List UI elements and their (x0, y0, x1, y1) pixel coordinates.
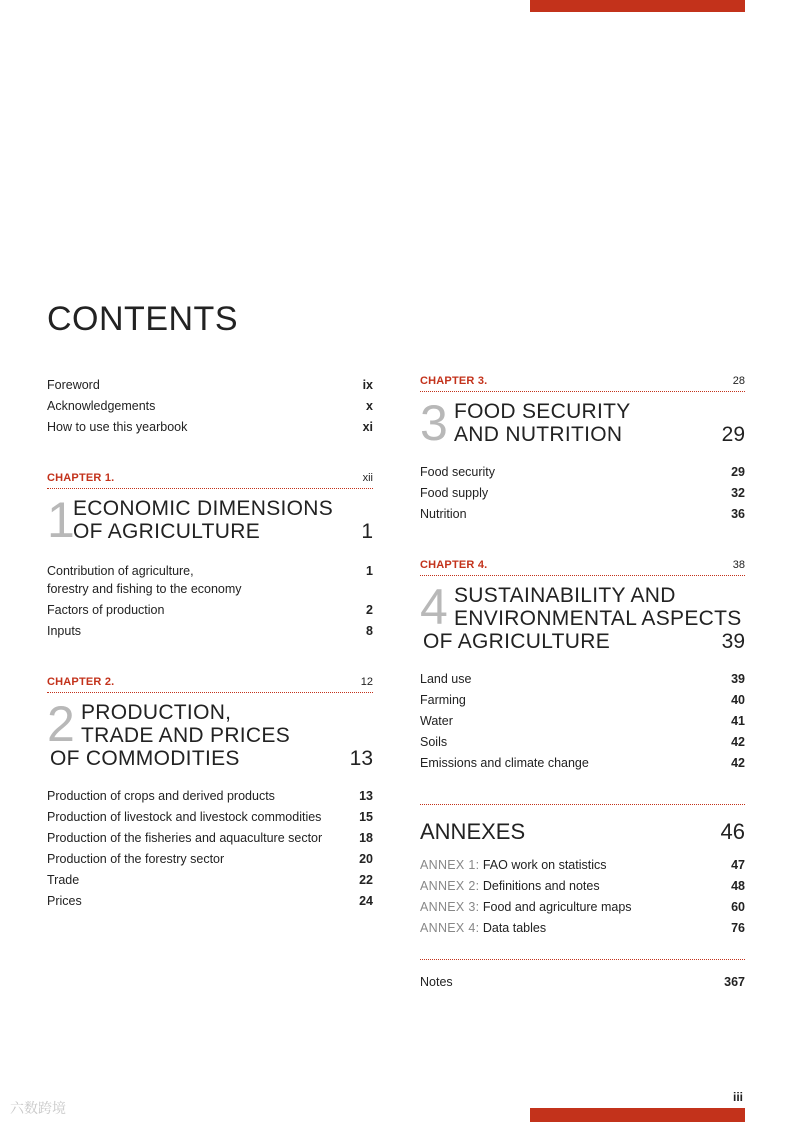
chapter-2-title[interactable] (47, 696, 373, 770)
annexes-title[interactable] (420, 819, 745, 845)
chapter-label: CHAPTER 4. (420, 559, 488, 571)
chapter-title-line: OF AGRICULTURE (73, 520, 260, 543)
entry-label: Inputs (47, 624, 82, 638)
entry-label: Water (420, 714, 453, 728)
toc-entry[interactable] (420, 462, 745, 483)
entry-label: Soils (420, 735, 448, 749)
chapter-4-title[interactable] (420, 579, 745, 653)
chapter-title-line: ENVIRONMENTAL ASPECTS (454, 607, 742, 630)
chapter-title-line: OF AGRICULTURE (423, 630, 610, 653)
entry-label: Factors of production (47, 603, 165, 617)
entry-label: Land use (420, 672, 472, 686)
entry-page: 367 (724, 975, 745, 989)
chapter-2-header[interactable] (47, 676, 373, 693)
entry-page: 42 (731, 735, 745, 749)
chapter-label-page: 12 (360, 676, 373, 688)
entry-label: Nutrition (420, 507, 467, 521)
chapter-label-page: 28 (732, 375, 745, 387)
entry-label: How to use this yearbook (47, 420, 188, 434)
toc-entry[interactable] (420, 504, 745, 525)
chapter-title-line: FOOD SECURITY (454, 400, 631, 423)
entry-page: 41 (731, 714, 745, 728)
entry-label: Farming (420, 693, 466, 707)
entry-page: x (366, 399, 373, 413)
annex-divider (420, 804, 745, 805)
toc-entry[interactable] (420, 753, 745, 774)
entry-page: 15 (359, 810, 373, 824)
chapter-label: CHAPTER 1. (47, 472, 115, 484)
page-title: CONTENTS (47, 300, 238, 338)
chapter-number: 2 (47, 696, 75, 752)
chapter-number: 1 (47, 492, 75, 548)
annexes-page: 46 (720, 819, 745, 844)
chapter-1-header[interactable] (47, 472, 373, 489)
annexes-section (420, 819, 745, 939)
chapter-page: 13 (349, 747, 373, 770)
entry-label: Foreword (47, 378, 100, 392)
toc-entry[interactable] (420, 669, 745, 690)
toc-entry[interactable] (420, 711, 745, 732)
toc-entry[interactable] (420, 876, 745, 897)
chapter-1-title[interactable] (47, 492, 373, 548)
front-matter-list (47, 375, 373, 438)
entry-label: Production of livestock and livestock commodities (47, 810, 322, 824)
top-accent-bar (530, 0, 745, 12)
entry-label: Trade (47, 873, 80, 887)
entry-page: 42 (731, 756, 745, 770)
entry-page: ix (362, 378, 373, 392)
chapter-label: CHAPTER 3. (420, 375, 488, 387)
entry-page: 8 (366, 624, 373, 638)
toc-entry[interactable] (420, 897, 745, 918)
chapter-1-section (47, 472, 373, 642)
toc-entry[interactable] (47, 396, 373, 417)
entry-label: Contribution of agriculture, forestry and fishing to the economy (47, 564, 242, 596)
entry-page: 20 (359, 852, 373, 866)
chapter-4-section (420, 559, 745, 774)
entry-label: Data tables (482, 921, 547, 935)
entry-page: xi (362, 420, 373, 434)
entry-page: 76 (731, 921, 745, 935)
chapter-3-title[interactable] (420, 395, 745, 451)
chapter-3-section (420, 375, 745, 525)
entry-page: 47 (731, 858, 745, 872)
toc-entry[interactable] (47, 891, 373, 912)
entry-page: 24 (359, 894, 373, 908)
entry-label: Emissions and climate change (420, 756, 589, 770)
chapter-title-line: TRADE AND PRICES (81, 724, 291, 747)
entry-page: 36 (731, 507, 745, 521)
annex-prefix: ANNEX 3: (420, 900, 480, 914)
contents-left-column (47, 375, 373, 912)
annex-prefix: ANNEX 2: (420, 879, 480, 893)
entry-page: 22 (359, 873, 373, 887)
entry-page: 32 (731, 486, 745, 500)
toc-entry[interactable] (47, 828, 373, 849)
chapter-title-line: AND NUTRITION (454, 423, 623, 446)
entry-label: Prices (47, 894, 82, 908)
chapter-2-section (47, 676, 373, 912)
entry-label: Definitions and notes (482, 879, 600, 893)
toc-entry[interactable] (420, 690, 745, 711)
entry-label: Production of the fisheries and aquaculture sector (47, 831, 323, 845)
entry-page: 2 (366, 603, 373, 617)
entry-label: Production of the forestry sector (47, 852, 225, 866)
toc-entry[interactable] (420, 483, 745, 504)
toc-entry[interactable] (47, 786, 373, 807)
toc-entry[interactable] (420, 918, 745, 939)
entry-label: Acknowledgements (47, 399, 156, 413)
chapter-number: 4 (420, 579, 448, 635)
chapter-label: CHAPTER 2. (47, 676, 115, 688)
toc-entry[interactable] (47, 870, 373, 891)
contents-right-column (420, 375, 745, 993)
watermark: 六数跨境 (10, 1100, 66, 1116)
chapter-title-line: SUSTAINABILITY AND (454, 584, 676, 607)
toc-entry[interactable] (47, 559, 373, 600)
chapter-title-line: ECONOMIC DIMENSIONS (73, 497, 334, 520)
page-number: iii (733, 1090, 744, 1104)
entry-label: Notes (420, 975, 453, 989)
entry-label: Food security (420, 465, 496, 479)
entry-page: 18 (359, 831, 373, 845)
chapter-page: 1 (361, 520, 373, 543)
toc-entry[interactable] (47, 417, 373, 438)
entry-label: Production of crops and derived products (47, 789, 275, 803)
entry-page: 13 (359, 789, 373, 803)
entry-label: Food supply (420, 486, 489, 500)
toc-entry[interactable] (47, 375, 373, 396)
chapter-page: 39 (721, 630, 745, 653)
bottom-accent-bar (530, 1108, 745, 1122)
chapter-title-line: OF COMMODITIES (50, 747, 240, 770)
chapter-title-line: PRODUCTION, (81, 701, 232, 724)
chapter-label-page: xii (362, 472, 373, 484)
toc-entry[interactable] (47, 807, 373, 828)
entry-page: 60 (731, 900, 745, 914)
entry-label: Food and agriculture maps (482, 900, 632, 914)
entry-page: 39 (731, 672, 745, 686)
annex-prefix: ANNEX 4: (420, 921, 480, 935)
chapter-label-page: 38 (732, 559, 745, 571)
entry-label: FAO work on statistics (482, 858, 607, 872)
chapter-3-header[interactable] (420, 375, 745, 392)
toc-entry[interactable] (47, 600, 373, 621)
toc-entry-notes[interactable] (420, 972, 745, 993)
entry-page: 40 (731, 693, 745, 707)
entry-page: 48 (731, 879, 745, 893)
toc-entry[interactable] (47, 849, 373, 870)
toc-entry[interactable] (47, 621, 373, 642)
toc-entry[interactable] (420, 732, 745, 753)
entry-page: 29 (731, 465, 745, 479)
annexes-heading: ANNEXES (420, 819, 526, 844)
chapter-4-header[interactable] (420, 559, 745, 576)
chapter-page: 29 (721, 423, 745, 446)
toc-entry[interactable] (420, 855, 745, 876)
entry-page: 1 (366, 564, 373, 578)
chapter-number: 3 (420, 395, 448, 451)
annex-prefix: ANNEX 1: (420, 858, 480, 872)
